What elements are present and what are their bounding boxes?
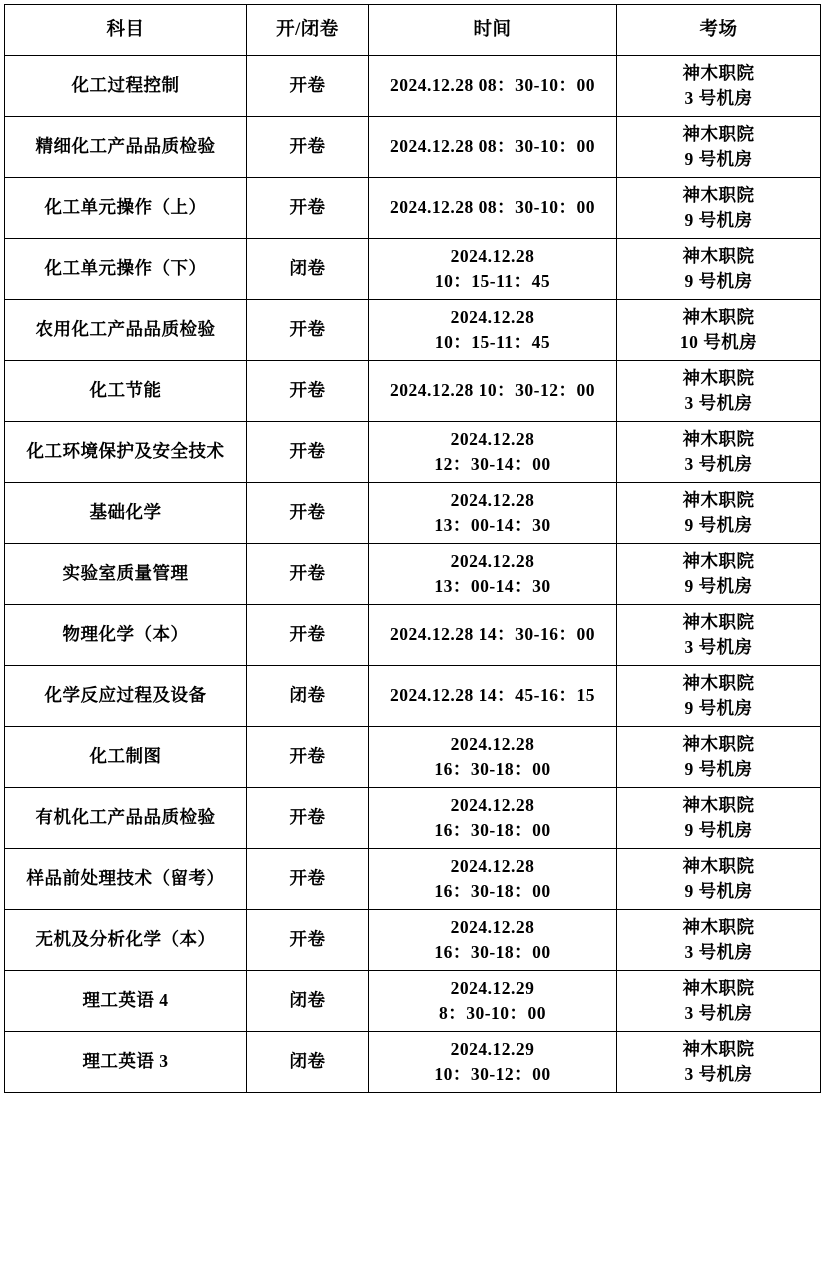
cell-room-line-2: 3 号机房 (684, 1064, 753, 1084)
cell-room (617, 117, 821, 178)
table-row (5, 361, 821, 422)
cell-room-line-1: 神木职院 (682, 245, 755, 266)
cell-room-line-2: 9 号机房 (684, 759, 753, 779)
column-header-exam-type: 开/闭卷 (247, 5, 369, 56)
cell-exam-type: 开卷 (247, 56, 369, 117)
cell-exam-type: 开卷 (247, 483, 369, 544)
cell-subject: 化工节能 (5, 361, 247, 422)
cell-subject: 实验室质量管理 (5, 544, 247, 605)
cell-room (617, 666, 821, 727)
cell-room-line-1: 神木职院 (682, 123, 755, 144)
cell-time-line-2: 8：30-10：00 (438, 1003, 547, 1023)
cell-subject: 理工英语 4 (5, 971, 247, 1032)
cell-time-line-2: 13：00-14：30 (434, 576, 551, 596)
cell-subject: 化学反应过程及设备 (5, 666, 247, 727)
cell-exam-type: 开卷 (247, 422, 369, 483)
cell-room (617, 971, 821, 1032)
table-row (5, 239, 821, 300)
cell-room-line-2: 3 号机房 (684, 637, 753, 657)
cell-exam-type: 闭卷 (247, 971, 369, 1032)
cell-subject: 样品前处理技术（留考） (5, 849, 247, 910)
cell-room-line-2: 3 号机房 (684, 454, 753, 474)
cell-time (369, 971, 617, 1032)
cell-subject: 有机化工产品品质检验 (5, 788, 247, 849)
cell-room (617, 300, 821, 361)
cell-room-line-2: 3 号机房 (684, 1003, 753, 1023)
cell-room-line-2: 9 号机房 (684, 881, 753, 901)
cell-subject: 理工英语 3 (5, 1032, 247, 1093)
cell-exam-type: 开卷 (247, 117, 369, 178)
cell-time (369, 544, 617, 605)
cell-time-line-2: 13：00-14：30 (434, 515, 551, 535)
cell-room (617, 727, 821, 788)
cell-room-line-1: 神木职院 (682, 611, 755, 632)
cell-room (617, 788, 821, 849)
table-body (5, 56, 821, 1093)
table-row (5, 1032, 821, 1093)
cell-exam-type: 开卷 (247, 178, 369, 239)
table-row (5, 849, 821, 910)
cell-time-line-1: 2024.12.28 (450, 550, 535, 571)
cell-room-line-1: 神木职院 (682, 1038, 755, 1059)
cell-time (369, 788, 617, 849)
table-header-row (5, 5, 821, 56)
cell-time-line-1: 2024.12.28 10：30-12：00 (390, 380, 595, 401)
column-header-subject: 科目 (5, 5, 247, 56)
cell-subject: 基础化学 (5, 483, 247, 544)
cell-room-line-1: 神木职院 (682, 916, 755, 937)
cell-time-line-2: 16：30-18：00 (434, 881, 551, 901)
cell-time-line-1: 2024.12.29 (450, 1038, 535, 1059)
cell-time-line-1: 2024.12.28 (450, 428, 535, 449)
cell-room-line-1: 神木职院 (682, 367, 755, 388)
cell-room (617, 178, 821, 239)
cell-exam-type: 闭卷 (247, 666, 369, 727)
cell-time-line-2: 10：15-11：45 (434, 271, 551, 291)
cell-room-line-1: 神木职院 (682, 489, 755, 510)
table-row (5, 178, 821, 239)
table-row (5, 910, 821, 971)
table-row (5, 666, 821, 727)
cell-time-line-1: 2024.12.28 (450, 855, 535, 876)
table-row (5, 422, 821, 483)
cell-room-line-1: 神木职院 (682, 550, 755, 571)
cell-room-line-2: 3 号机房 (684, 393, 753, 413)
table-row (5, 727, 821, 788)
table-row (5, 117, 821, 178)
cell-time-line-1: 2024.12.28 (450, 306, 535, 327)
cell-time-line-2: 16：30-18：00 (434, 820, 551, 840)
table-row (5, 605, 821, 666)
cell-room-line-2: 9 号机房 (684, 576, 753, 596)
cell-time (369, 117, 617, 178)
cell-time (369, 483, 617, 544)
cell-room-line-1: 神木职院 (682, 428, 755, 449)
cell-room-line-1: 神木职院 (682, 733, 755, 754)
cell-time (369, 239, 617, 300)
cell-exam-type: 开卷 (247, 300, 369, 361)
cell-subject: 化工环境保护及安全技术 (5, 422, 247, 483)
cell-time-line-2: 10：15-11：45 (434, 332, 551, 352)
cell-subject: 化工过程控制 (5, 56, 247, 117)
cell-time-line-2: 16：30-18：00 (434, 942, 551, 962)
table-row (5, 483, 821, 544)
exam-schedule-table (4, 4, 821, 1093)
cell-time (369, 178, 617, 239)
cell-room-line-2: 9 号机房 (684, 149, 753, 169)
cell-room-line-1: 神木职院 (682, 306, 755, 327)
cell-time (369, 849, 617, 910)
cell-room-line-1: 神木职院 (682, 977, 755, 998)
cell-time (369, 910, 617, 971)
cell-time (369, 727, 617, 788)
cell-subject: 化工制图 (5, 727, 247, 788)
table-row (5, 788, 821, 849)
cell-room (617, 1032, 821, 1093)
cell-room-line-1: 神木职院 (682, 794, 755, 815)
cell-room (617, 910, 821, 971)
cell-subject: 农用化工产品品质检验 (5, 300, 247, 361)
cell-exam-type: 开卷 (247, 605, 369, 666)
cell-time (369, 605, 617, 666)
cell-room-line-2: 10 号机房 (679, 332, 758, 352)
cell-time-line-1: 2024.12.28 08：30-10：00 (390, 197, 595, 218)
cell-room (617, 605, 821, 666)
cell-time-line-2: 16：30-18：00 (434, 759, 551, 779)
cell-room-line-2: 9 号机房 (684, 698, 753, 718)
cell-time-line-1: 2024.12.28 (450, 489, 535, 510)
cell-room-line-1: 神木职院 (682, 184, 755, 205)
cell-exam-type: 开卷 (247, 727, 369, 788)
cell-room-line-2: 9 号机房 (684, 271, 753, 291)
table-row (5, 300, 821, 361)
cell-room-line-2: 9 号机房 (684, 210, 753, 230)
column-header-room: 考场 (617, 5, 821, 56)
cell-room (617, 361, 821, 422)
cell-time-line-1: 2024.12.28 14：30-16：00 (390, 624, 595, 645)
table-row (5, 544, 821, 605)
cell-subject: 无机及分析化学（本） (5, 910, 247, 971)
cell-room (617, 483, 821, 544)
cell-exam-type: 开卷 (247, 544, 369, 605)
cell-exam-type: 开卷 (247, 361, 369, 422)
cell-time-line-1: 2024.12.28 (450, 794, 535, 815)
cell-time (369, 422, 617, 483)
cell-subject: 化工单元操作（下） (5, 239, 247, 300)
cell-time-line-1: 2024.12.28 08：30-10：00 (390, 136, 595, 157)
cell-room (617, 239, 821, 300)
cell-subject: 物理化学（本） (5, 605, 247, 666)
cell-room-line-1: 神木职院 (682, 672, 755, 693)
cell-room (617, 849, 821, 910)
cell-time-line-1: 2024.12.28 (450, 733, 535, 754)
cell-time-line-1: 2024.12.28 08：30-10：00 (390, 75, 595, 96)
cell-time (369, 300, 617, 361)
cell-time-line-1: 2024.12.28 (450, 245, 535, 266)
cell-time (369, 56, 617, 117)
column-header-time: 时间 (369, 5, 617, 56)
cell-room (617, 56, 821, 117)
cell-time-line-2: 10：30-12：00 (434, 1064, 551, 1084)
cell-time (369, 1032, 617, 1093)
cell-room-line-2: 9 号机房 (684, 515, 753, 535)
cell-time (369, 666, 617, 727)
cell-time-line-1: 2024.12.28 14：45-16：15 (390, 685, 595, 706)
cell-room (617, 422, 821, 483)
cell-exam-type: 闭卷 (247, 1032, 369, 1093)
cell-exam-type: 开卷 (247, 788, 369, 849)
cell-exam-type: 开卷 (247, 910, 369, 971)
table-row (5, 971, 821, 1032)
cell-time-line-2: 12：30-14：00 (434, 454, 551, 474)
cell-room-line-2: 3 号机房 (684, 942, 753, 962)
cell-exam-type: 开卷 (247, 849, 369, 910)
cell-subject: 精细化工产品品质检验 (5, 117, 247, 178)
cell-room-line-2: 9 号机房 (684, 820, 753, 840)
cell-subject: 化工单元操作（上） (5, 178, 247, 239)
cell-exam-type: 闭卷 (247, 239, 369, 300)
table-row (5, 56, 821, 117)
cell-time-line-1: 2024.12.28 (450, 916, 535, 937)
cell-room-line-2: 3 号机房 (684, 88, 753, 108)
cell-time (369, 361, 617, 422)
cell-room-line-1: 神木职院 (682, 62, 755, 83)
cell-time-line-1: 2024.12.29 (450, 977, 535, 998)
cell-room-line-1: 神木职院 (682, 855, 755, 876)
cell-room (617, 544, 821, 605)
